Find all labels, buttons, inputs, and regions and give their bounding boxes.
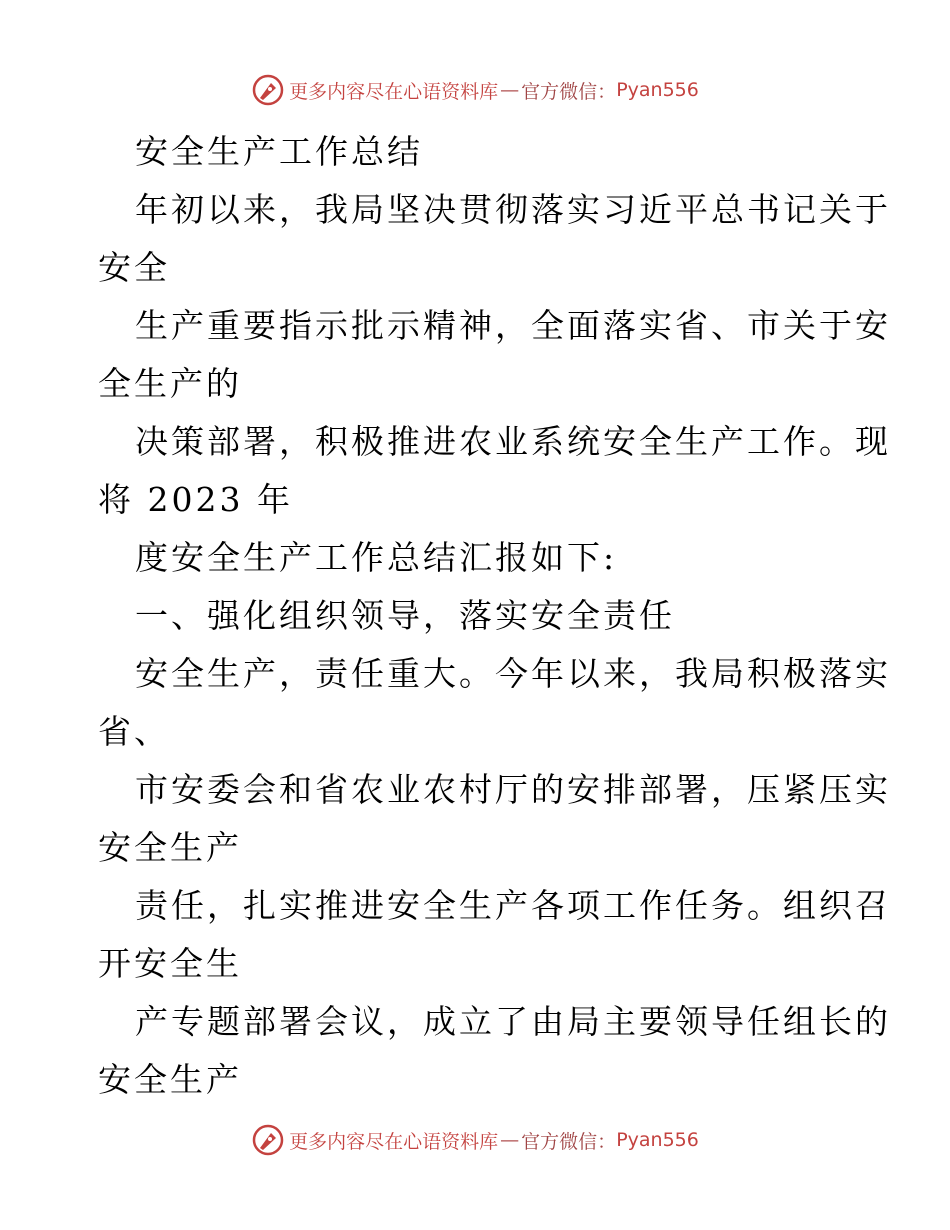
watermark-text: 更多内容尽在心语资料库 [289, 80, 499, 103]
header-watermark [0, 70, 950, 110]
document-line: 安全生产，责任重大。今年以来，我局积极落实 [135, 654, 891, 693]
watermark-text: 更多内容尽在心语资料库 [289, 1130, 499, 1153]
document-line: 度安全生产工作总结汇报如下: [135, 538, 618, 577]
document-line: 安全生产 [98, 1060, 242, 1099]
document-body [98, 123, 891, 1109]
document-line: 省、 [98, 712, 170, 751]
document-line: 决策部署，积极推进农业系统安全生产工作。现 [135, 422, 891, 461]
document-line: 产专题部署会议，成立了由局主要领导任组长的 [135, 1002, 891, 1041]
pen-nib-logo-icon [251, 73, 285, 107]
document-title: 安全生产工作总结 [135, 132, 423, 171]
pen-nib-logo-icon [251, 1123, 285, 1157]
watermark-separator: — [500, 79, 520, 101]
footer-watermark [0, 1120, 950, 1160]
watermark-wechat-id: Pyan556 [616, 79, 699, 101]
document-line: 开安全生 [98, 944, 242, 983]
document-line: 生产重要指示批示精神，全面落实省、市关于安 [135, 306, 891, 345]
document-line: 安全生产 [98, 828, 242, 867]
watermark-separator: — [500, 1129, 520, 1151]
document-line: 安全 [98, 248, 170, 287]
watermark-official-label: 官方微信： [521, 1130, 617, 1153]
document-line: 将 2023 年 [98, 480, 293, 519]
document-line: 一、强化组织领导，落实安全责任 [135, 596, 675, 635]
watermark-wechat-id: Pyan556 [616, 1129, 699, 1151]
document-line: 责任，扎实推进安全生产各项工作任务。组织召 [135, 886, 891, 925]
document-line: 市安委会和省农业农村厅的安排部署，压紧压实 [135, 770, 891, 809]
document-line: 年初以来，我局坚决贯彻落实习近平总书记关于 [135, 190, 891, 229]
document-line: 全生产的 [98, 364, 242, 403]
watermark-official-label: 官方微信： [521, 80, 617, 103]
